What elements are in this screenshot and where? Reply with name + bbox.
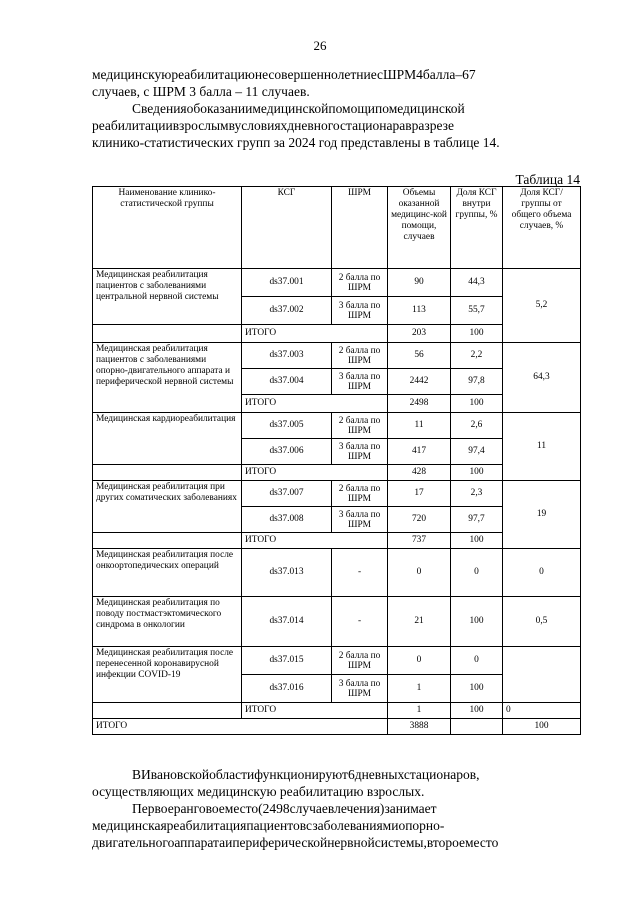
shrm-value: 3 балла по ШРМ xyxy=(332,675,388,703)
total-label: ИТОГО xyxy=(242,703,388,719)
word: случаев xyxy=(289,801,335,816)
ksg-code: ds37.007 xyxy=(242,481,332,507)
volume-value: 0 xyxy=(388,647,451,675)
intro-line-4 xyxy=(92,117,580,134)
word: опорно- xyxy=(398,818,445,833)
share-value: 100 xyxy=(451,465,503,481)
word: помощи xyxy=(328,101,375,116)
volume-value: 3888 xyxy=(388,719,451,735)
share-total-value: 100 xyxy=(503,719,581,735)
share-value: 100 xyxy=(451,395,503,413)
word: двигательного xyxy=(92,835,175,850)
table-total-row xyxy=(93,703,581,719)
word: Ивановской xyxy=(141,767,210,782)
share-total-value: 0 xyxy=(503,549,581,597)
volume-value: 113 xyxy=(388,297,451,325)
word: функционируют xyxy=(254,767,348,782)
share-value: 100 xyxy=(451,675,503,703)
table-row xyxy=(93,269,581,297)
group-name: Медицинская реабилитация по поводу постмастэктомического синдрома в онкологии xyxy=(93,597,242,647)
word: В xyxy=(132,767,142,782)
volume-value: 90 xyxy=(388,269,451,297)
share-value: 97,4 xyxy=(451,439,503,465)
intro-line-1 xyxy=(92,66,580,83)
share-value: 44,3 xyxy=(451,269,503,297)
volume-value: 720 xyxy=(388,507,451,533)
share-total-value: 0,5 xyxy=(503,597,581,647)
share-value: 100 xyxy=(451,597,503,647)
rehab-table xyxy=(92,186,581,735)
volume-value: 737 xyxy=(388,533,451,549)
empty-cell xyxy=(503,647,581,703)
share-total-value: 0 xyxy=(503,703,581,719)
share-value: 97,8 xyxy=(451,369,503,395)
word: (2498 xyxy=(258,801,290,816)
outro-line-1 xyxy=(92,766,580,783)
word: оказании xyxy=(200,101,253,116)
intro-paragraph xyxy=(92,66,580,151)
intro-line-2: случаев, с ШРМ 3 балла – 11 случаев. xyxy=(92,84,310,99)
ksg-code: ds37.014 xyxy=(242,597,332,647)
word: заболеваниями xyxy=(312,818,399,833)
word: медицинскую xyxy=(92,67,172,82)
intro-line-3 xyxy=(92,100,580,117)
word: занимает xyxy=(384,801,437,816)
word: ранговое xyxy=(173,801,225,816)
ksg-code: ds37.005 xyxy=(242,413,332,439)
table-row xyxy=(93,647,581,675)
volume-value: 417 xyxy=(388,439,451,465)
word: нервной xyxy=(327,835,375,850)
header-volume: Объемы оказанной медицинс-кой помощи, случаев xyxy=(388,187,451,269)
word: стационара xyxy=(340,118,406,133)
ksg-code: ds37.008 xyxy=(242,507,332,533)
shrm-value: 2 балла по ШРМ xyxy=(332,647,388,675)
word: по xyxy=(374,101,389,116)
word: ШРМ xyxy=(383,67,417,82)
shrm-value: 2 балла по ШРМ xyxy=(332,413,388,439)
table-caption: Таблица 14 xyxy=(515,172,580,187)
share-value: 100 xyxy=(451,325,503,343)
share-value: 2,6 xyxy=(451,413,503,439)
ksg-code: ds37.013 xyxy=(242,549,332,597)
word: – xyxy=(455,67,463,82)
word: пациентов xyxy=(246,818,306,833)
header-shrm: ШРМ xyxy=(332,187,388,269)
header-group: Наименование клинико-статистической группы xyxy=(93,187,242,269)
word: второе xyxy=(426,835,465,850)
table-row xyxy=(93,597,581,647)
group-name: Медицинская реабилитация пациентов с заболеваниями центральной нервной системы xyxy=(93,269,242,325)
outro-line-3 xyxy=(92,800,580,817)
share-value xyxy=(451,719,503,735)
word: и xyxy=(225,835,233,850)
word: аппарата xyxy=(174,835,226,850)
share-value: 0 xyxy=(451,647,503,675)
ksg-code: ds37.003 xyxy=(242,343,332,369)
shrm-value: 2 балла по ШРМ xyxy=(332,343,388,369)
share-value: 97,7 xyxy=(451,507,503,533)
volume-value: 17 xyxy=(388,481,451,507)
total-label: ИТОГО xyxy=(242,325,388,343)
word: балла xyxy=(422,67,456,82)
word: разрезе xyxy=(411,118,454,133)
volume-value: 1 xyxy=(388,675,451,703)
word: реабилитацию xyxy=(171,67,255,82)
table-row xyxy=(93,413,581,439)
outro-line-2: осуществляющих медицинскую реабилитацию взрослых. xyxy=(92,784,425,799)
empty-cell xyxy=(93,703,242,719)
word: в xyxy=(228,118,235,133)
empty-cell xyxy=(93,533,242,549)
empty-cell xyxy=(93,325,242,343)
share-value: 100 xyxy=(451,703,503,719)
group-name: Медицинская кардиореабилитация xyxy=(93,413,242,465)
word: условиях xyxy=(234,118,288,133)
outro-paragraph xyxy=(92,766,580,851)
header-share-total: Доля КСГ/группы от общего объема случаев, % xyxy=(503,187,581,269)
volume-value: 56 xyxy=(388,343,451,369)
outro-line-4 xyxy=(92,817,580,834)
table-grand-total-row xyxy=(93,719,581,735)
share-value: 2,2 xyxy=(451,343,503,369)
word: периферической xyxy=(232,835,328,850)
word: реабилитация xyxy=(166,818,247,833)
ksg-code: ds37.004 xyxy=(242,369,332,395)
word: медицинская xyxy=(92,818,167,833)
word: медицинской xyxy=(388,101,465,116)
volume-value: 2498 xyxy=(388,395,451,413)
word: дневного xyxy=(287,118,341,133)
share-value: 2,3 xyxy=(451,481,503,507)
group-name: Медицинская реабилитация после перенесенной коронавирусной инфекции COVID-19 xyxy=(93,647,242,703)
header-ksg: КСГ xyxy=(242,187,332,269)
word: реабилитации xyxy=(92,118,173,133)
share-total-value: 11 xyxy=(503,413,581,481)
empty-cell xyxy=(93,465,242,481)
table-row xyxy=(93,549,581,597)
shrm-value: 2 балла по ШРМ xyxy=(332,481,388,507)
word: взрослым xyxy=(172,118,229,133)
word: медицинской xyxy=(252,101,329,116)
intro-line-5: клинико-статистических групп за 2024 год представлены в таблице 14. xyxy=(92,135,500,150)
ksg-code: ds37.015 xyxy=(242,647,332,675)
shrm-value: 3 балла по ШРМ xyxy=(332,439,388,465)
word: Первое xyxy=(132,801,174,816)
table-row xyxy=(93,481,581,507)
outro-line-5 xyxy=(92,834,580,851)
ksg-code: ds37.002 xyxy=(242,297,332,325)
ksg-code: ds37.006 xyxy=(242,439,332,465)
word: с xyxy=(377,67,384,82)
shrm-value: 3 балла по ШРМ xyxy=(332,507,388,533)
volume-value: 0 xyxy=(388,549,451,597)
word: Сведения xyxy=(132,101,187,116)
word: место xyxy=(224,801,259,816)
shrm-value: 2 балла по ШРМ xyxy=(332,269,388,297)
volume-value: 428 xyxy=(388,465,451,481)
volume-value: 2442 xyxy=(388,369,451,395)
grand-total-label: ИТОГО xyxy=(93,719,388,735)
group-name: Медицинская реабилитация после онкоортопедических операций xyxy=(93,549,242,597)
word: 4 xyxy=(416,67,423,82)
header-share-in-group: Доля КСГ внутри группы, % xyxy=(451,187,503,269)
share-total-value: 19 xyxy=(503,481,581,549)
share-value: 55,7 xyxy=(451,297,503,325)
ksg-code: ds37.016 xyxy=(242,675,332,703)
word: лечения) xyxy=(334,801,385,816)
total-label: ИТОГО xyxy=(242,533,388,549)
word: об xyxy=(186,101,201,116)
group-name: Медицинская реабилитация при других соматических заболеваниях xyxy=(93,481,242,533)
word: дневных xyxy=(354,767,404,782)
word: 67 xyxy=(462,67,476,82)
page-number: 26 xyxy=(313,38,327,53)
volume-value: 11 xyxy=(388,413,451,439)
word: системы, xyxy=(374,835,427,850)
table-row xyxy=(93,343,581,369)
total-label: ИТОГО xyxy=(242,395,388,413)
word: 6 xyxy=(347,767,355,782)
word: стационаров, xyxy=(403,767,480,782)
table-header-row xyxy=(93,187,581,269)
word: место xyxy=(465,835,499,850)
share-value: 0 xyxy=(451,549,503,597)
word: несовершеннолетние xyxy=(254,67,378,82)
share-total-value: 64,3 xyxy=(503,343,581,413)
share-value: 100 xyxy=(451,533,503,549)
volume-value: 1 xyxy=(388,703,451,719)
volume-value: 203 xyxy=(388,325,451,343)
word: с xyxy=(306,818,313,833)
ksg-code: ds37.001 xyxy=(242,269,332,297)
shrm-value: 3 балла по ШРМ xyxy=(332,297,388,325)
shrm-value: 3 балла по ШРМ xyxy=(332,369,388,395)
shrm-value: - xyxy=(332,597,388,647)
total-label: ИТОГО xyxy=(242,465,388,481)
shrm-value: - xyxy=(332,549,388,597)
word: в xyxy=(405,118,412,133)
word: области xyxy=(209,767,255,782)
group-name: Медицинская реабилитация пациентов с заболеваниями опорно-двигательного аппарата и периферической нервной системы xyxy=(93,343,242,413)
share-total-value: 5,2 xyxy=(503,269,581,343)
volume-value: 21 xyxy=(388,597,451,647)
